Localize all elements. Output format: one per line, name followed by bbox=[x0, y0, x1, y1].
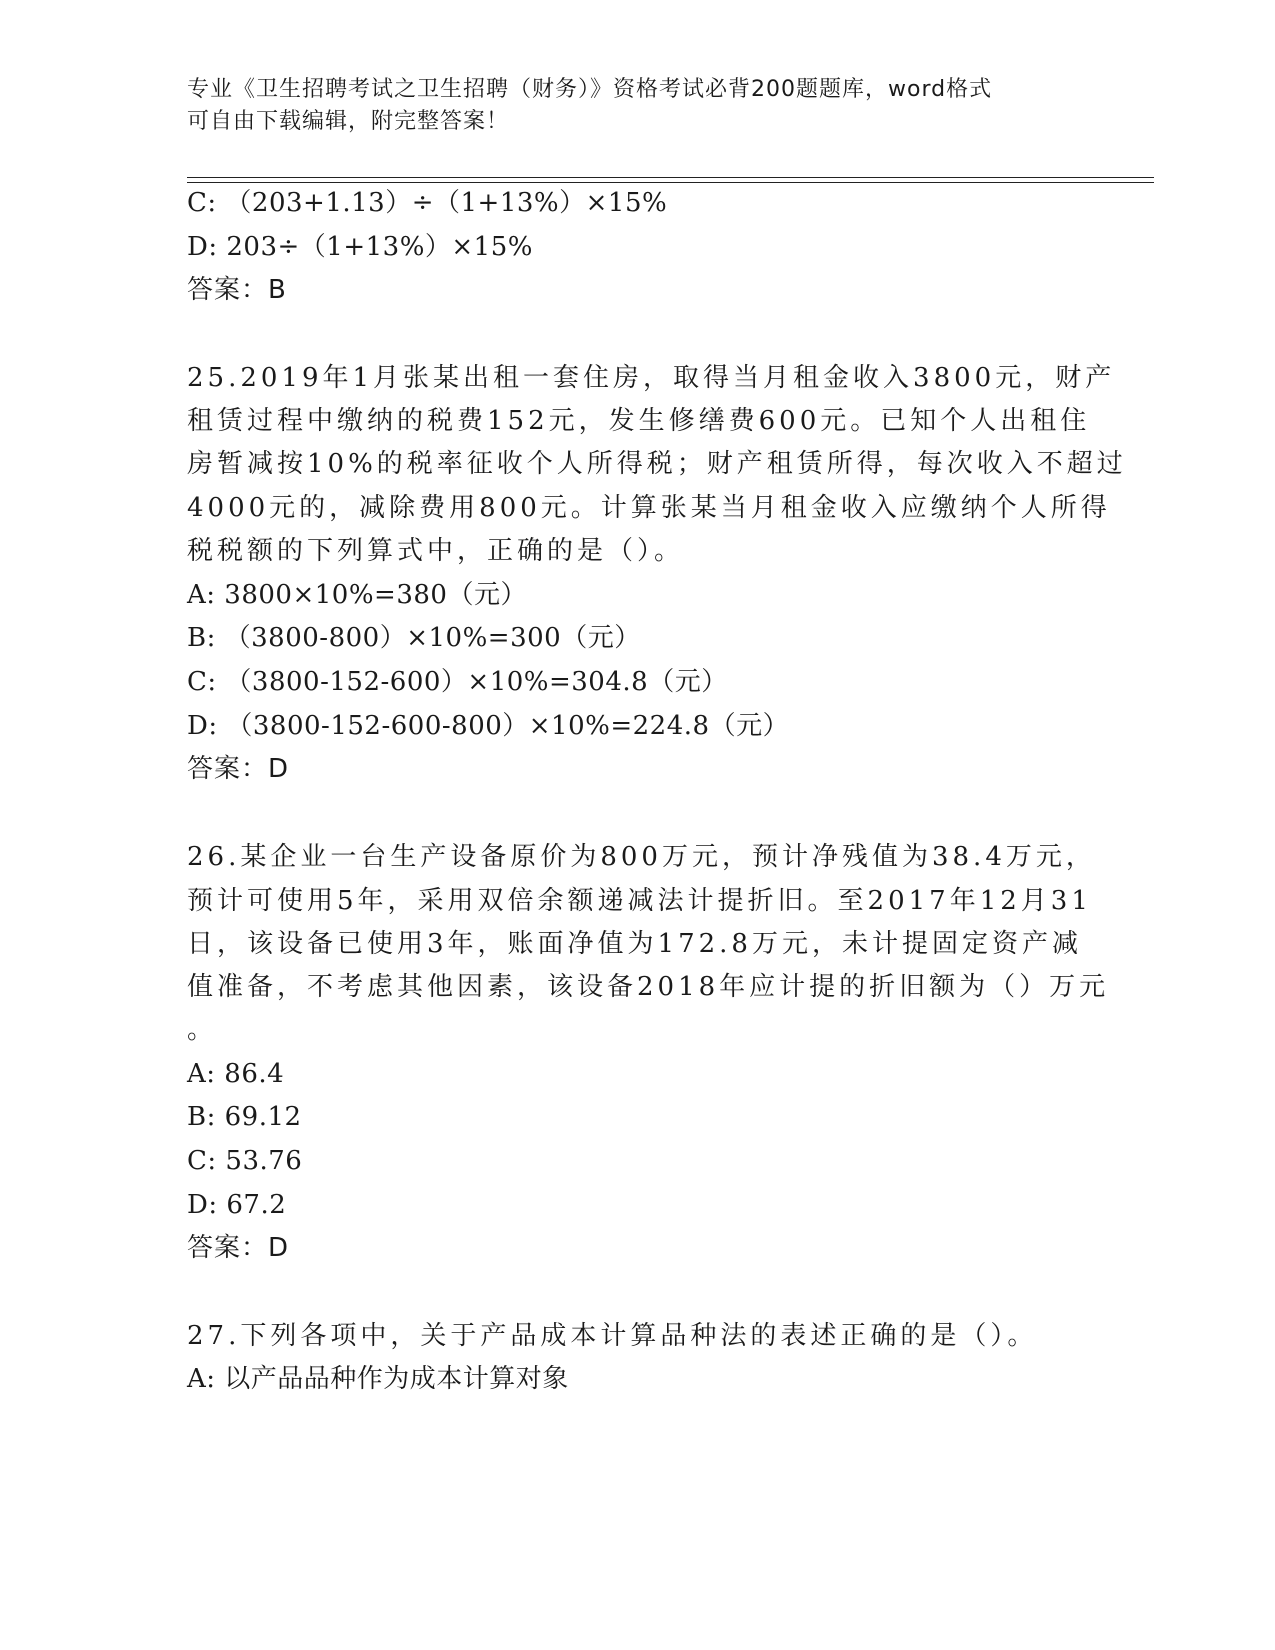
question-26-text-line: 预计可使用5年，采用双倍余额递减法计提折旧。至2017年12月31 bbox=[187, 886, 1092, 916]
question-26-text-line: 值准备，不考虑其他因素，该设备2018年应计提的折旧额为（）万元 bbox=[187, 972, 1110, 1002]
question-25-answer: 答案：D bbox=[187, 754, 290, 784]
document-header bbox=[187, 74, 1087, 138]
question-25-option-c: C: （3800-152-600）×10%=304.8（元） bbox=[187, 667, 728, 697]
option-d: D: 203÷（1+13%）×15% bbox=[187, 232, 533, 262]
question-26-text-line: 。 bbox=[187, 1015, 214, 1045]
header-title-line-1: 专业《卫生招聘考试之卫生招聘（财务）》资格考试必背200题题库，word格式 bbox=[187, 77, 993, 102]
question-25-option-a: A: 3800×10%=380（元） bbox=[187, 580, 527, 610]
question-25-text-line: 25.2019年1月张某出租一套住房，取得当月租金收入3800元，财产 bbox=[187, 363, 1116, 393]
header-divider-top bbox=[187, 177, 1154, 178]
question-26-text-line: 26.某企业一台生产设备原价为800万元，预计净残值为38.4万元， bbox=[187, 842, 1096, 872]
question-25-text-line: 税税额的下列算式中，正确的是（）。 bbox=[187, 536, 685, 566]
header-divider-bottom bbox=[187, 182, 1154, 183]
question-26-text-line: 日，该设备已使用3年，账面净值为172.8万元，未计提固定资产减 bbox=[187, 929, 1082, 959]
question-25-text-line: 租赁过程中缴纳的税费152元，发生修缮费600元。已知个人出租住 bbox=[187, 406, 1091, 436]
header-title-line-2: 可自由下载编辑，附完整答案！ bbox=[187, 109, 510, 134]
question-25-option-b: B: （3800-800）×10%=300（元） bbox=[187, 623, 641, 653]
question-27-text-line: 27.下列各项中，关于产品成本计算品种法的表述正确的是（）。 bbox=[187, 1321, 1038, 1351]
answer-line: 答案：B bbox=[187, 275, 287, 305]
question-26-option-a: A: 86.4 bbox=[187, 1059, 285, 1089]
question-26-option-b: B: 69.12 bbox=[187, 1102, 302, 1132]
option-c: C: （203+1.13）÷（1+13%）×15% bbox=[187, 188, 668, 218]
question-27-option-a: A: 以产品品种作为成本计算对象 bbox=[187, 1364, 569, 1394]
question-26-option-c: C: 53.76 bbox=[187, 1146, 303, 1176]
question-26-option-d: D: 67.2 bbox=[187, 1190, 287, 1220]
question-25-text-line: 4000元的，减除费用800元。计算张某当月租金收入应缴纳个人所得 bbox=[187, 493, 1111, 523]
question-25-option-d: D: （3800-152-600-800）×10%=224.8（元） bbox=[187, 711, 790, 741]
question-26-answer: 答案：D bbox=[187, 1233, 290, 1263]
question-25-text-line: 房暂减按10%的税率征收个人所得税；财产租赁所得，每次收入不超过 bbox=[187, 449, 1127, 479]
